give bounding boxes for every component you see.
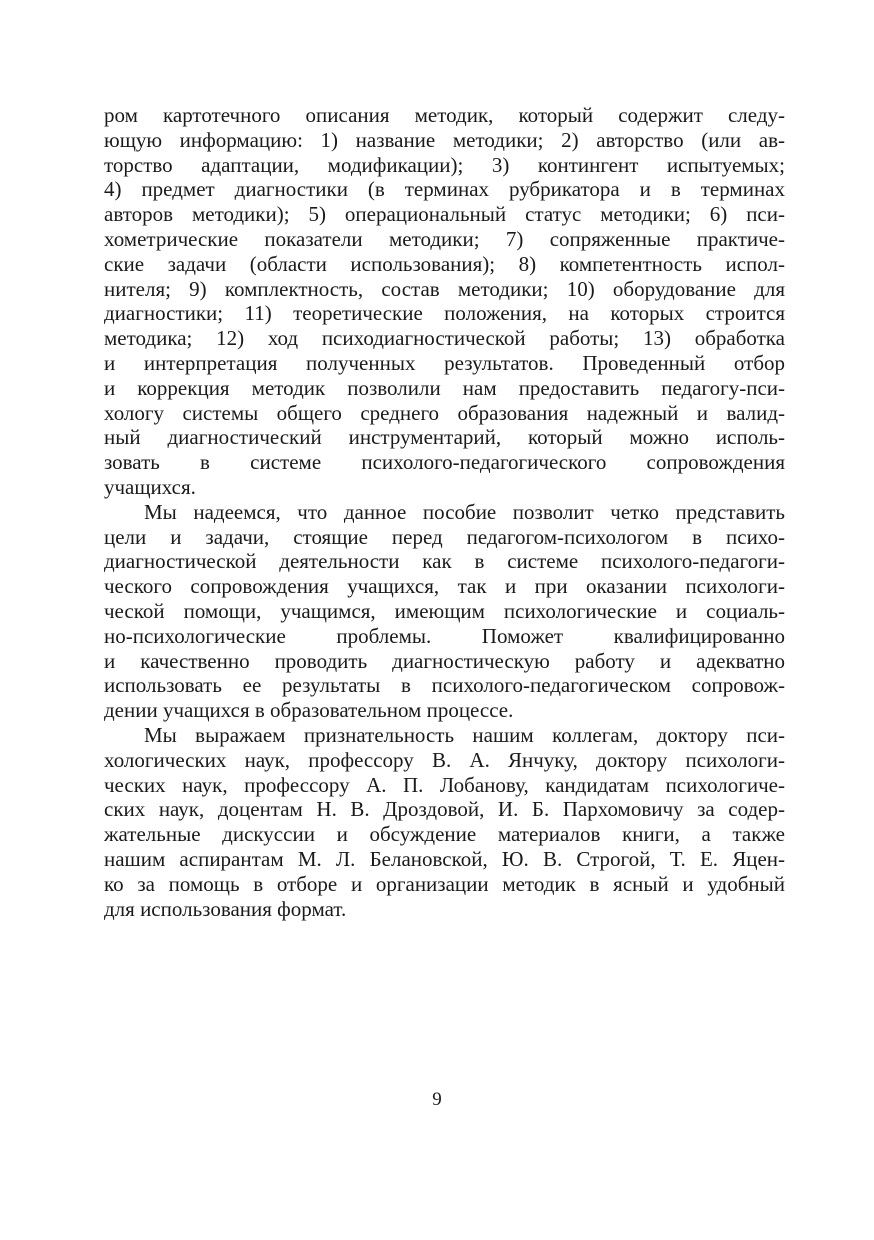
text-line: ко за помощь в отборе и организации методик в ясный и удобный [104, 871, 785, 896]
text-line: 4) предмет диагностики (в терминах рубрикатора и в терминах [104, 177, 785, 202]
text-line: диагностики; 11) теоретические положения, на которых строится [104, 301, 785, 326]
text-line: использовать ее результаты в психолого-педагогическом сопровож- [104, 673, 785, 698]
text-line: хологу системы общего среднего образования надежный и валид- [104, 400, 785, 425]
text-line: ющую информацию: 1) название методики; 2) авторство (или ав- [104, 127, 785, 152]
paragraph-3 [104, 723, 785, 921]
text-line: ром картотечного описания методик, который содержит следу- [104, 103, 785, 127]
text-line: нителя; 9) комплектность, состав методики; 10) оборудование для [104, 276, 785, 301]
text-line: Мы надеемся, что данное пособие позволит четко представить [144, 499, 785, 524]
text-line: зовать в системе психолого-педагогического сопровождения [104, 450, 785, 475]
text-line: цели и задачи, стоящие перед педагогом-психологом в психо- [104, 524, 785, 549]
body-text [104, 103, 785, 921]
text-line: хологических наук, профессору В. А. Янчуку, доктору психологи- [104, 747, 785, 772]
text-line: и интерпретация полученных результатов. Проведенный отбор [104, 350, 785, 375]
text-line: ческих наук, профессору А. П. Лобанову, кандидатам психологиче- [104, 772, 785, 797]
text-line: ческого сопровождения учащихся, так и при оказании психологи- [104, 574, 785, 599]
text-line: методика; 12) ход психодиагностической работы; 13) обработка [104, 326, 785, 351]
text-line: диагностической деятельности как в системе психолого-педагоги- [104, 549, 785, 574]
text-line: но-психологические проблемы. Поможет квалифицированно [104, 623, 785, 648]
text-line: дении учащихся в образовательном процессе. [104, 698, 514, 723]
text-line: Мы выражаем признательность нашим коллегам, доктору пси- [144, 722, 785, 747]
text-line: жательные дискуссии и обсуждение материалов книги, а также [104, 822, 785, 847]
text-line: и коррекция методик позволили нам предоставить педагогу-пси- [104, 375, 785, 400]
text-line: ный диагностический инструментарий, который можно исполь- [104, 425, 785, 450]
text-line: хометрические показатели методики; 7) сопряженные практиче- [104, 226, 785, 251]
paragraph-1 [104, 103, 785, 500]
text-line: авторов методики); 5) операциональный статус методики; 6) пси- [104, 202, 785, 227]
text-line: для использования формат. [104, 896, 347, 921]
text-line: ские задачи (области использования); 8) компетентность испол- [104, 251, 785, 276]
text-line: нашим аспирантам М. Л. Белановской, Ю. В. Строгой, Т. Е. Яцен- [104, 846, 785, 871]
text-line: торство адаптации, модификации); 3) контингент испытуемых; [104, 152, 785, 177]
text-line: ческой помощи, учащимся, имеющим психологические и социаль- [104, 598, 785, 623]
text-line: и качественно проводить диагностическую работу и адекватно [104, 648, 785, 673]
paragraph-2 [104, 500, 785, 723]
page-number: 9 [432, 1089, 442, 1110]
text-line: ских наук, доцентам Н. В. Дроздовой, И. Б. Пархомовичу за содер- [104, 797, 785, 822]
text-line: учащихся. [104, 474, 196, 499]
